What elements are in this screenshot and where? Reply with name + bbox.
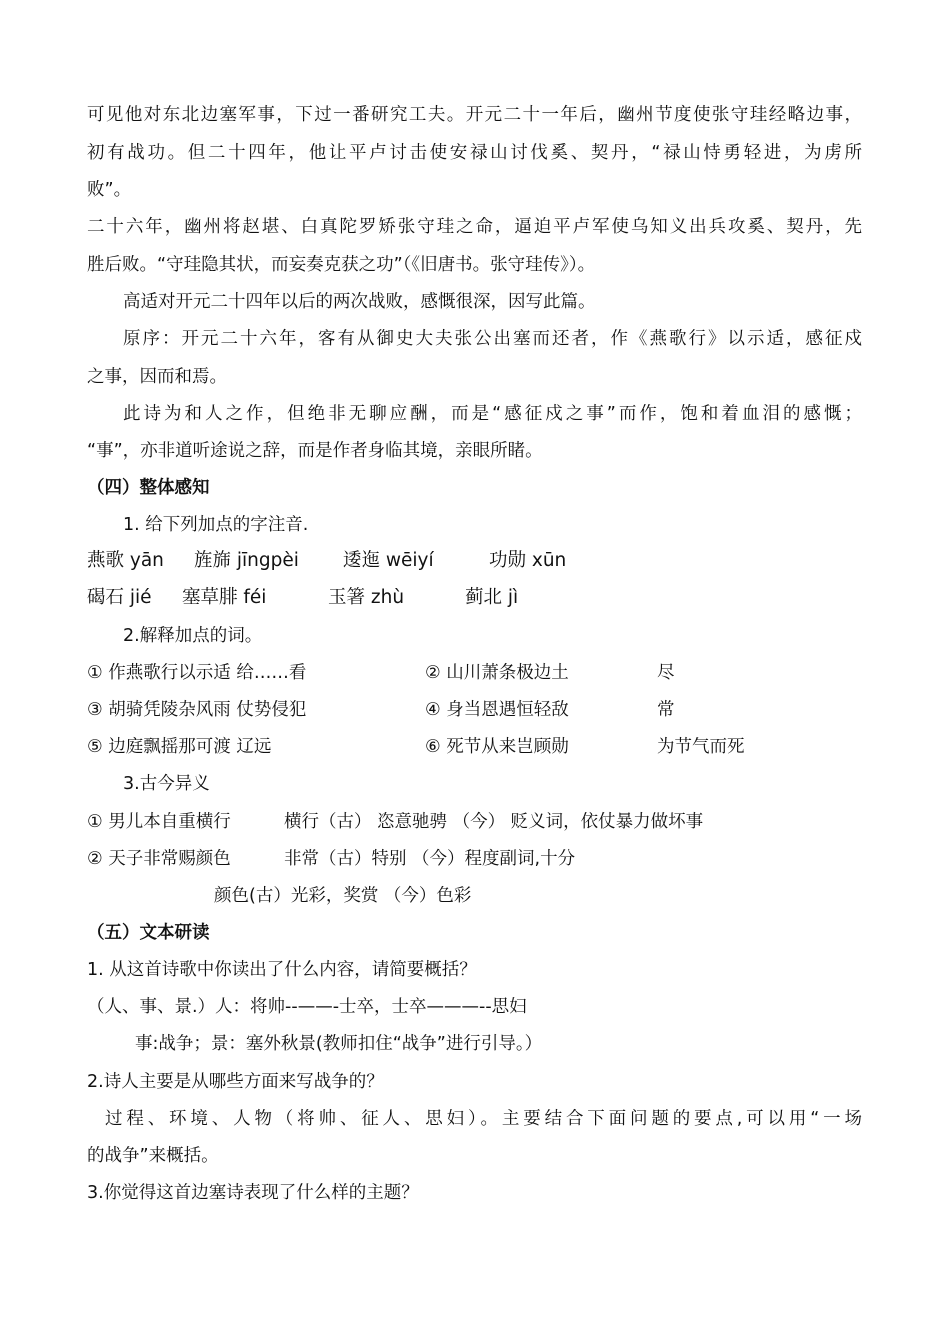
meaning-answer: 非常（古）特别 （今）程度副词,十分 bbox=[284, 849, 576, 869]
question-title: 3.古今异义 bbox=[123, 774, 210, 794]
paragraph-line: 胜后败。“守珪隐其状，而妄奏克获之功”（《旧唐书。张守珪传》）。 bbox=[87, 255, 596, 275]
pinyin-item: 旌旆 jīngpèi bbox=[194, 550, 299, 571]
explain-item: ② 山川萧条极边土 bbox=[425, 663, 569, 683]
pinyin-item: 玉箸 zhù bbox=[328, 587, 405, 608]
explain-answer: 常 bbox=[657, 700, 675, 720]
paragraph-line: 可见他对东北边塞军事，下过一番研究工夫。开元二十一年后，幽州节度使张守珪经略边事， bbox=[87, 105, 862, 125]
paragraph-line: 初有战功。但二十四年，他让平卢讨击使安禄山讨伐奚、契丹，“禄山恃勇轻进，为虏所 bbox=[87, 143, 862, 163]
explain-answer: 尽 bbox=[657, 663, 675, 683]
meaning-item: ① 男儿本自重横行 bbox=[87, 812, 231, 832]
question-title: 1. 给下列加点的字注音. bbox=[123, 515, 309, 535]
paragraph-line: “事”，亦非道听途说之辞，而是作者身临其境，亲眼所睹。 bbox=[87, 441, 543, 461]
pinyin-item: 塞草腓 féi bbox=[182, 587, 267, 608]
paragraph-line: 高适对开元二十四年以后的两次战败，感慨很深，因写此篇。 bbox=[123, 292, 596, 312]
paragraph-line: 二十六年，幽州将赵堪、白真陀罗矫张守珪之命，逼迫平卢军使乌知义出兵攻奚、契丹，先 bbox=[87, 217, 862, 237]
paragraph-line: 原序：开元二十六年，客有从御史大夫张公出塞而还者，作《燕歌行》以示适，感征戍 bbox=[123, 329, 862, 349]
pinyin-item: 功勋 xūn bbox=[489, 550, 567, 571]
pinyin-item: 逶迤 wēiyí bbox=[343, 550, 434, 571]
pinyin-item: 蓟北 jì bbox=[465, 587, 519, 608]
paragraph-line: 此诗为和人之作，但绝非无聊应酬，而是“感征戍之事”而作，饱和着血泪的感慨； bbox=[123, 404, 862, 424]
section-heading: （四）整体感知 bbox=[87, 478, 210, 498]
pinyin-item: 碣石 jié bbox=[87, 587, 152, 608]
answer-line: 事:战争；景：塞外秋景(教师扣住“战争”进行引导。） bbox=[135, 1034, 543, 1054]
answer-line: （人、事、景.）人：将帅--——-士卒，士卒———--思妇 bbox=[87, 997, 527, 1017]
paragraph-line: 之事，因而和焉。 bbox=[87, 367, 227, 387]
paragraph-line: 败”。 bbox=[87, 180, 132, 200]
explain-item: ③ 胡骑凭陵杂风雨 仗势侵犯 bbox=[87, 700, 307, 720]
answer-line: 的战争”来概括。 bbox=[87, 1146, 219, 1166]
section-heading: （五）文本研读 bbox=[87, 923, 210, 943]
question-title: 2.解释加点的词。 bbox=[123, 626, 263, 646]
meaning-answer: 横行（古） 恣意驰骋 （今） 贬义词，依仗暴力做坏事 bbox=[284, 812, 704, 832]
meaning-item: ② 天子非常赐颜色 bbox=[87, 849, 231, 869]
explain-item: ④ 身当恩遇恒轻敌 bbox=[425, 700, 569, 720]
question-title: 3.你觉得这首边塞诗表现了什么样的主题？ bbox=[87, 1183, 419, 1203]
question-title: 2.诗人主要是从哪些方面来写战争的？ bbox=[87, 1072, 384, 1092]
explain-answer: 为节气而死 bbox=[657, 737, 745, 757]
pinyin-item: 燕歌 yān bbox=[87, 550, 164, 571]
explain-item: ⑥ 死节从来岂顾勋 bbox=[425, 737, 569, 757]
explain-item: ⑤ 边庭飘摇那可渡 辽远 bbox=[87, 737, 272, 757]
meaning-answer: 颜色(古）光彩，奖赏 （今）色彩 bbox=[214, 886, 472, 906]
answer-line: 过程、环境、人物（将帅、征人、思妇）。主要结合下面问题的要点,可以用“一场 bbox=[105, 1109, 862, 1129]
question-title: 1. 从这首诗歌中你读出了什么内容，请简要概括？ bbox=[87, 960, 477, 980]
explain-item: ① 作燕歌行以示适 给……看 bbox=[87, 663, 307, 683]
